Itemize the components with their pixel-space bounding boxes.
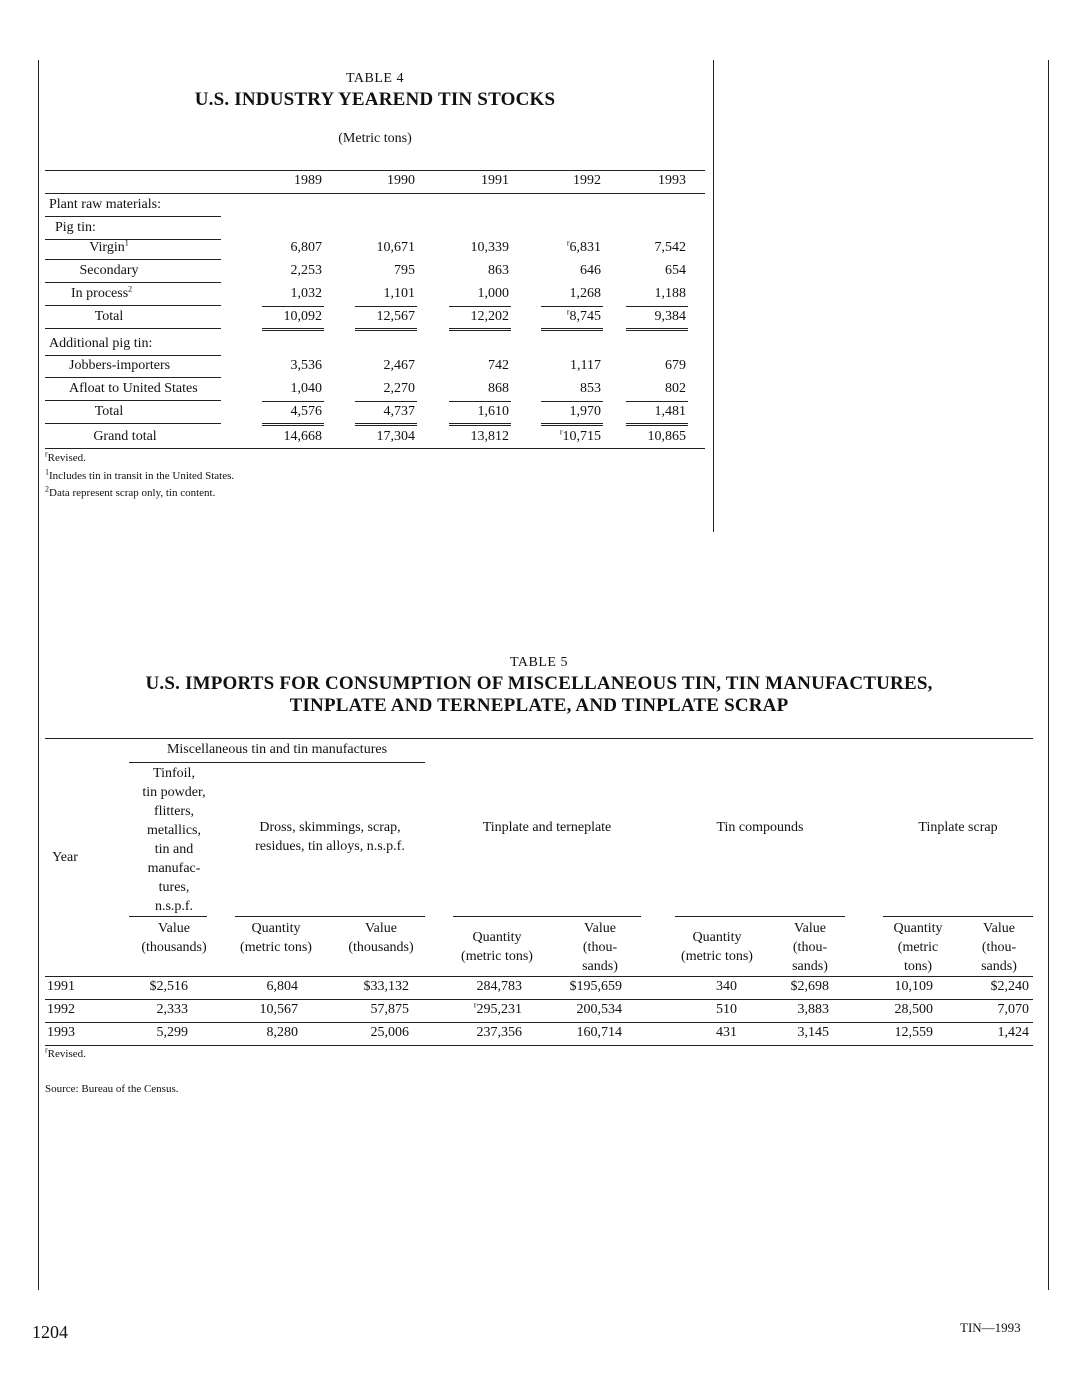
cell-value: 12,202 — [470, 309, 509, 324]
cell-value: 12,567 — [376, 309, 415, 324]
cell-value: 679 — [665, 358, 686, 373]
page-number: 1204 — [32, 1322, 68, 1342]
table5-value-cell — [637, 1002, 737, 1018]
left-margin-rule — [38, 60, 39, 1290]
table4-row-grand-total — [45, 426, 705, 448]
table4-value-cell — [250, 286, 322, 302]
cell-value: 1,032 — [290, 286, 322, 301]
table5-value-cell — [637, 1025, 737, 1041]
header-line: Value — [983, 921, 1015, 936]
table5-col-compounds: Tin compounds — [716, 820, 804, 835]
table4-title: U.S. INDUSTRY YEAREND TIN STOCKS — [194, 89, 556, 110]
cell-value: 284,783 — [476, 979, 522, 994]
cell-value: 6,804 — [266, 979, 298, 994]
table5-source: Source: Bureau of the Census. — [45, 1083, 179, 1095]
table4-row-total-1 — [45, 306, 705, 328]
cell-value: 6,807 — [290, 240, 322, 255]
table4-value-cell — [250, 309, 322, 325]
cell-value: 863 — [488, 263, 509, 278]
table4-value-cell — [614, 309, 686, 325]
table5-value-cell — [309, 979, 409, 995]
table4-row-virgin-label — [45, 240, 173, 256]
table5-row-rule — [45, 999, 1033, 1000]
cell-value: 3,883 — [797, 1002, 829, 1017]
footnote-mark: 1 — [45, 467, 49, 477]
header-line: Value — [584, 921, 616, 936]
table4-value-cell — [343, 404, 415, 420]
column-rule — [626, 328, 688, 331]
header-line: sands) — [792, 959, 828, 974]
table4-row-total-1-label — [45, 309, 173, 325]
cell-value: 7,070 — [997, 1002, 1029, 1017]
table5-value-cell — [833, 979, 933, 995]
cell-value: 28,500 — [894, 1002, 933, 1017]
table4-value-cell — [250, 381, 322, 397]
revised-mark: r — [559, 427, 563, 437]
table4-value-cell — [437, 358, 509, 374]
cell-value: 1,188 — [654, 286, 686, 301]
table5-sub-tinplate-quantity — [451, 928, 543, 966]
table5-value-cell — [729, 1002, 829, 1018]
cell-value: $195,659 — [569, 979, 622, 994]
table5-col-tinplate: Tinplate and terneplate — [482, 820, 612, 835]
table5-col-dross — [235, 818, 425, 856]
cell-value: 10,671 — [376, 240, 415, 255]
cell-value: 1,424 — [997, 1025, 1029, 1040]
cell-value: 14,668 — [283, 429, 322, 444]
table5-sub-rule — [453, 916, 641, 917]
cell-value: 200,534 — [576, 1002, 622, 1017]
header-line: (metric tons) — [681, 949, 753, 964]
row-label-text: In process — [71, 286, 129, 301]
table4-value-cell — [614, 358, 686, 374]
column-rule — [449, 423, 511, 426]
table4-value-cell — [437, 286, 509, 302]
header-line: metallics, — [146, 823, 202, 838]
table5-sub-scrap-value — [965, 919, 1033, 976]
table5-sub-rule — [235, 916, 425, 917]
table4-value-cell — [529, 240, 601, 256]
table5-value-cell — [522, 979, 622, 995]
cell-value: 2,253 — [290, 263, 322, 278]
table4-value-cell — [529, 381, 601, 397]
table4-value-cell — [437, 263, 509, 279]
cell-value: $2,698 — [790, 979, 829, 994]
table4-value-cell — [529, 429, 601, 445]
table5-value-cell — [198, 1025, 298, 1041]
cell-value: 5,299 — [156, 1025, 188, 1040]
column-rule — [541, 306, 603, 307]
table5-value-cell — [88, 1025, 188, 1041]
cell-value: 1,610 — [477, 404, 509, 419]
table5-value-cell — [637, 979, 737, 995]
table5-value-cell — [929, 1025, 1029, 1041]
header-line: (thou- — [582, 940, 618, 955]
cell-value: 2,333 — [156, 1002, 188, 1017]
table4-row-grand-total-label — [15, 429, 235, 445]
table4-subtitle: (Metric tons) — [338, 131, 412, 146]
table5-title-line2: TINPLATE AND TERNEPLATE, AND TINPLATE SCRAP — [289, 695, 789, 716]
cell-value: 853 — [580, 381, 601, 396]
cell-value: 10,567 — [259, 1002, 298, 1017]
cell-value: 8,745 — [569, 309, 601, 324]
revised-text: Revised. — [47, 1048, 86, 1060]
table4-row-secondary — [45, 260, 705, 282]
cell-value: 1,101 — [383, 286, 415, 301]
table4-footnote — [45, 449, 86, 464]
table5-value-cell — [88, 979, 188, 995]
table4-value-cell — [529, 309, 601, 325]
table4-value-cell — [250, 263, 322, 279]
cell-value: 17,304 — [376, 429, 415, 444]
cell-value: 1,970 — [569, 404, 601, 419]
footnote-mark: 1 — [124, 238, 129, 248]
header-line: (metric tons) — [240, 940, 312, 955]
cell-value: 160,714 — [576, 1025, 622, 1040]
table4-section-pig-tin-label: Pig tin: — [55, 220, 96, 235]
cell-value: 340 — [716, 979, 737, 994]
row-label-text: Total — [94, 404, 124, 419]
table5-value-cell — [522, 1002, 622, 1018]
table5-sub-dross-value — [337, 919, 425, 957]
column-rule — [262, 401, 324, 402]
table4-year-header: 1993 — [658, 173, 686, 188]
table5-sub-scrap-quantity — [881, 919, 955, 976]
table5-col-tinfoil — [129, 764, 219, 916]
table5-title-line1: U.S. IMPORTS FOR CONSUMPTION OF MISCELLANEOUS TIN, TIN MANUFACTURES, — [145, 673, 933, 694]
row-label-text: Total — [94, 309, 124, 324]
cell-value: 10,092 — [283, 309, 322, 324]
revised-mark: r — [566, 238, 570, 248]
table5-value-cell — [198, 1002, 298, 1018]
cell-value: 6,831 — [569, 240, 601, 255]
column-rule — [262, 328, 324, 331]
cell-value: 510 — [716, 1002, 737, 1017]
column-rule — [626, 423, 688, 426]
table4-row-in-process — [45, 283, 705, 305]
cell-value: 3,145 — [797, 1025, 829, 1040]
cell-value: 10,109 — [894, 979, 933, 994]
table4-value-cell — [614, 240, 686, 256]
header-line: tures, — [158, 880, 190, 895]
table5-value-cell — [309, 1025, 409, 1041]
table4-section-additional — [45, 333, 705, 355]
header-line: n.s.p.f. — [154, 899, 194, 914]
table5-sub-compounds-value — [779, 919, 841, 976]
table4-section-additional-label: Additional pig tin: — [49, 336, 153, 351]
header-line: Dross, skimmings, scrap, — [259, 820, 401, 835]
table4-value-cell — [614, 404, 686, 420]
cell-value: 13,812 — [470, 429, 509, 444]
header-line: (thou- — [792, 940, 828, 955]
table5-sub-compounds-quantity — [671, 928, 763, 966]
cell-value: 10,865 — [647, 429, 686, 444]
header-line: (thousands) — [141, 940, 207, 955]
table4-value-cell — [614, 381, 686, 397]
header-line: sands) — [981, 959, 1017, 974]
table4-value-cell — [343, 358, 415, 374]
cell-value: 3,536 — [290, 358, 322, 373]
header-line: residues, tin alloys, n.s.p.f. — [255, 839, 405, 854]
table4-footnote — [45, 484, 216, 499]
table4-year-header: 1992 — [573, 173, 601, 188]
table5-group-rule — [129, 762, 425, 763]
table4-value-cell — [529, 263, 601, 279]
table4-value-cell — [437, 309, 509, 325]
cell-value: 868 — [488, 381, 509, 396]
column-rule — [262, 306, 324, 307]
footnote-mark: 2 — [45, 484, 49, 494]
table5-value-cell — [88, 1002, 188, 1018]
header-line: (thou- — [981, 940, 1017, 955]
header-line: manufac- — [147, 861, 201, 876]
table5-value-cell — [729, 979, 829, 995]
table5-year-cell: 1992 — [47, 1002, 75, 1017]
table5-value-cell — [422, 1002, 522, 1018]
cell-value: 795 — [394, 263, 415, 278]
cell-value: 4,576 — [290, 404, 322, 419]
header-line: Quantity — [251, 921, 301, 936]
table4-section-plant-label: Plant raw materials: — [49, 197, 161, 212]
column-rule — [262, 423, 324, 426]
row-label-text: Virgin — [89, 240, 125, 255]
table4-value-cell — [343, 240, 415, 256]
cell-value: 7,542 — [654, 240, 686, 255]
cell-value: 8,280 — [266, 1025, 298, 1040]
table4-section-pig-tin — [45, 217, 705, 239]
cell-value: 646 — [580, 263, 601, 278]
cell-value: 25,006 — [370, 1025, 409, 1040]
table4-value-cell — [250, 404, 322, 420]
cell-value: 12,559 — [894, 1025, 933, 1040]
table4-value-cell — [437, 404, 509, 420]
header-line: (metric — [897, 940, 939, 955]
cell-value: 2,270 — [383, 381, 415, 396]
footnote-mark: r — [45, 449, 48, 459]
table5-year-cell: 1993 — [47, 1025, 75, 1040]
table4-row-secondary-label — [45, 263, 173, 279]
column-rule — [449, 306, 511, 307]
footnote-text: Includes tin in transit in the United States. — [49, 470, 235, 482]
table5-sub-rule — [129, 916, 207, 917]
cell-value: 295,231 — [476, 1002, 522, 1017]
header-line: sands) — [582, 959, 618, 974]
table5-year-cell: 1991 — [47, 979, 75, 994]
header-line: (thousands) — [348, 940, 414, 955]
table4-value-cell — [343, 309, 415, 325]
row-label-text: Secondary — [79, 263, 139, 278]
revised-mark: r — [566, 307, 570, 317]
table5-sub-tinplate-value — [565, 919, 635, 976]
table5-sub-dross-quantity — [231, 919, 321, 957]
table5-sub-rule — [675, 916, 845, 917]
column-rule — [713, 60, 714, 532]
table5-value-cell — [929, 1002, 1029, 1018]
table4-value-cell — [343, 381, 415, 397]
table5-label: TABLE 5 — [510, 655, 568, 670]
table4-row-afloat — [45, 378, 705, 400]
cell-value: 57,875 — [370, 1002, 409, 1017]
header-line: tin and — [154, 842, 194, 857]
cell-value: 802 — [665, 381, 686, 396]
table5-value-cell — [422, 979, 522, 995]
cell-value: 1,000 — [477, 286, 509, 301]
table5-col-year: Year — [52, 850, 78, 865]
cell-value: 9,384 — [654, 309, 686, 324]
row-label-text: Grand total — [93, 429, 157, 444]
table5-row-rule — [45, 1022, 1033, 1023]
table5-value-cell — [422, 1025, 522, 1041]
footnote-text: Data represent scrap only, tin content. — [49, 487, 216, 499]
table5-group-misc: Miscellaneous tin and tin manufactures — [166, 742, 388, 757]
cell-value: 1,268 — [569, 286, 601, 301]
revised-mark: r — [45, 1045, 48, 1055]
table5-col-scrap: Tinplate scrap — [918, 820, 998, 835]
cell-value: 10,339 — [470, 240, 509, 255]
table4-value-cell — [529, 358, 601, 374]
table4-row-total-2-label — [45, 404, 173, 420]
table5-value-cell — [833, 1025, 933, 1041]
cell-value: 742 — [488, 358, 509, 373]
cell-value: 4,737 — [383, 404, 415, 419]
table5-value-cell — [522, 1025, 622, 1041]
row-rule — [45, 423, 221, 424]
table4-value-cell — [529, 404, 601, 420]
table4-value-cell — [614, 263, 686, 279]
table4-row-in-process-label — [71, 286, 132, 302]
footnote-text: Revised. — [47, 452, 86, 464]
table5-row-rule — [45, 1045, 1033, 1046]
table4-value-cell — [250, 429, 322, 445]
table4-value-cell — [437, 381, 509, 397]
cell-value: 431 — [716, 1025, 737, 1040]
header-line: Quantity — [692, 930, 742, 945]
cell-value: $33,132 — [363, 979, 409, 994]
table5-value-cell — [198, 979, 298, 995]
table4-year-header: 1991 — [481, 173, 509, 188]
header-line: Quantity — [472, 930, 522, 945]
column-rule — [541, 328, 603, 331]
column-rule — [355, 423, 417, 426]
table4-value-cell — [614, 429, 686, 445]
column-rule — [355, 328, 417, 331]
header-line: Tinfoil, — [153, 766, 195, 781]
cell-value: 1,481 — [654, 404, 686, 419]
column-rule — [541, 401, 603, 402]
header-line: tin powder, — [142, 785, 206, 800]
row-label-text: Jobbers-importers — [69, 358, 171, 373]
cell-value: 10,715 — [562, 429, 601, 444]
revised-mark: r — [473, 1000, 477, 1010]
row-label-text: Afloat to United States — [69, 381, 198, 396]
table5-top-rule — [45, 738, 1033, 739]
cell-value: 1,040 — [290, 381, 322, 396]
column-rule — [626, 401, 688, 402]
right-margin-rule — [1048, 60, 1049, 1290]
column-rule — [355, 401, 417, 402]
header-line: tons) — [904, 959, 932, 974]
cell-value: $2,516 — [149, 979, 188, 994]
column-rule — [626, 306, 688, 307]
table5-value-cell — [729, 1025, 829, 1041]
column-rule — [449, 328, 511, 331]
header-line: Quantity — [893, 921, 943, 936]
cell-value: $2,240 — [990, 979, 1029, 994]
table5-value-cell — [929, 979, 1029, 995]
table4-value-cell — [250, 240, 322, 256]
header-line: Value — [158, 921, 190, 936]
table4-value-cell — [614, 286, 686, 302]
table4-row-jobbers-label — [69, 358, 170, 374]
table4-value-cell — [250, 358, 322, 374]
table5-sub-tinfoil-value — [129, 919, 219, 957]
cell-value: 654 — [665, 263, 686, 278]
cell-value: 2,467 — [383, 358, 415, 373]
table4-value-cell — [343, 286, 415, 302]
cell-value: 1,117 — [570, 358, 601, 373]
footnote-mark: 2 — [128, 284, 133, 294]
header-line: Value — [365, 921, 397, 936]
table4-row-virgin — [45, 237, 705, 259]
cell-value: 237,356 — [476, 1025, 522, 1040]
column-rule — [541, 423, 603, 426]
table4-value-cell — [437, 240, 509, 256]
table4-label: TABLE 4 — [346, 71, 404, 86]
table4-row-jobbers — [45, 355, 705, 377]
table4-footnote — [45, 467, 235, 482]
header-line: (metric tons) — [461, 949, 533, 964]
table5-sub-rule — [883, 916, 1033, 917]
table4-value-cell — [437, 429, 509, 445]
table5-value-cell — [833, 1002, 933, 1018]
row-rule — [45, 328, 221, 329]
header-line: flitters, — [153, 804, 195, 819]
table5-value-cell — [309, 1002, 409, 1018]
table4-year-header: 1990 — [387, 173, 415, 188]
table4-year-header: 1989 — [294, 173, 322, 188]
running-head: TIN—1993 — [960, 1320, 1021, 1335]
table4-value-cell — [529, 286, 601, 302]
column-rule — [449, 401, 511, 402]
table5-header-bottom-rule — [45, 976, 1033, 977]
table4-value-cell — [343, 263, 415, 279]
table5-footnote-revised — [45, 1045, 86, 1060]
table4-row-afloat-label — [69, 381, 198, 397]
table4-value-cell — [343, 429, 415, 445]
header-line: Value — [794, 921, 826, 936]
column-rule — [355, 306, 417, 307]
table4-section-plant — [45, 194, 705, 216]
table4-row-total-2 — [45, 401, 705, 423]
